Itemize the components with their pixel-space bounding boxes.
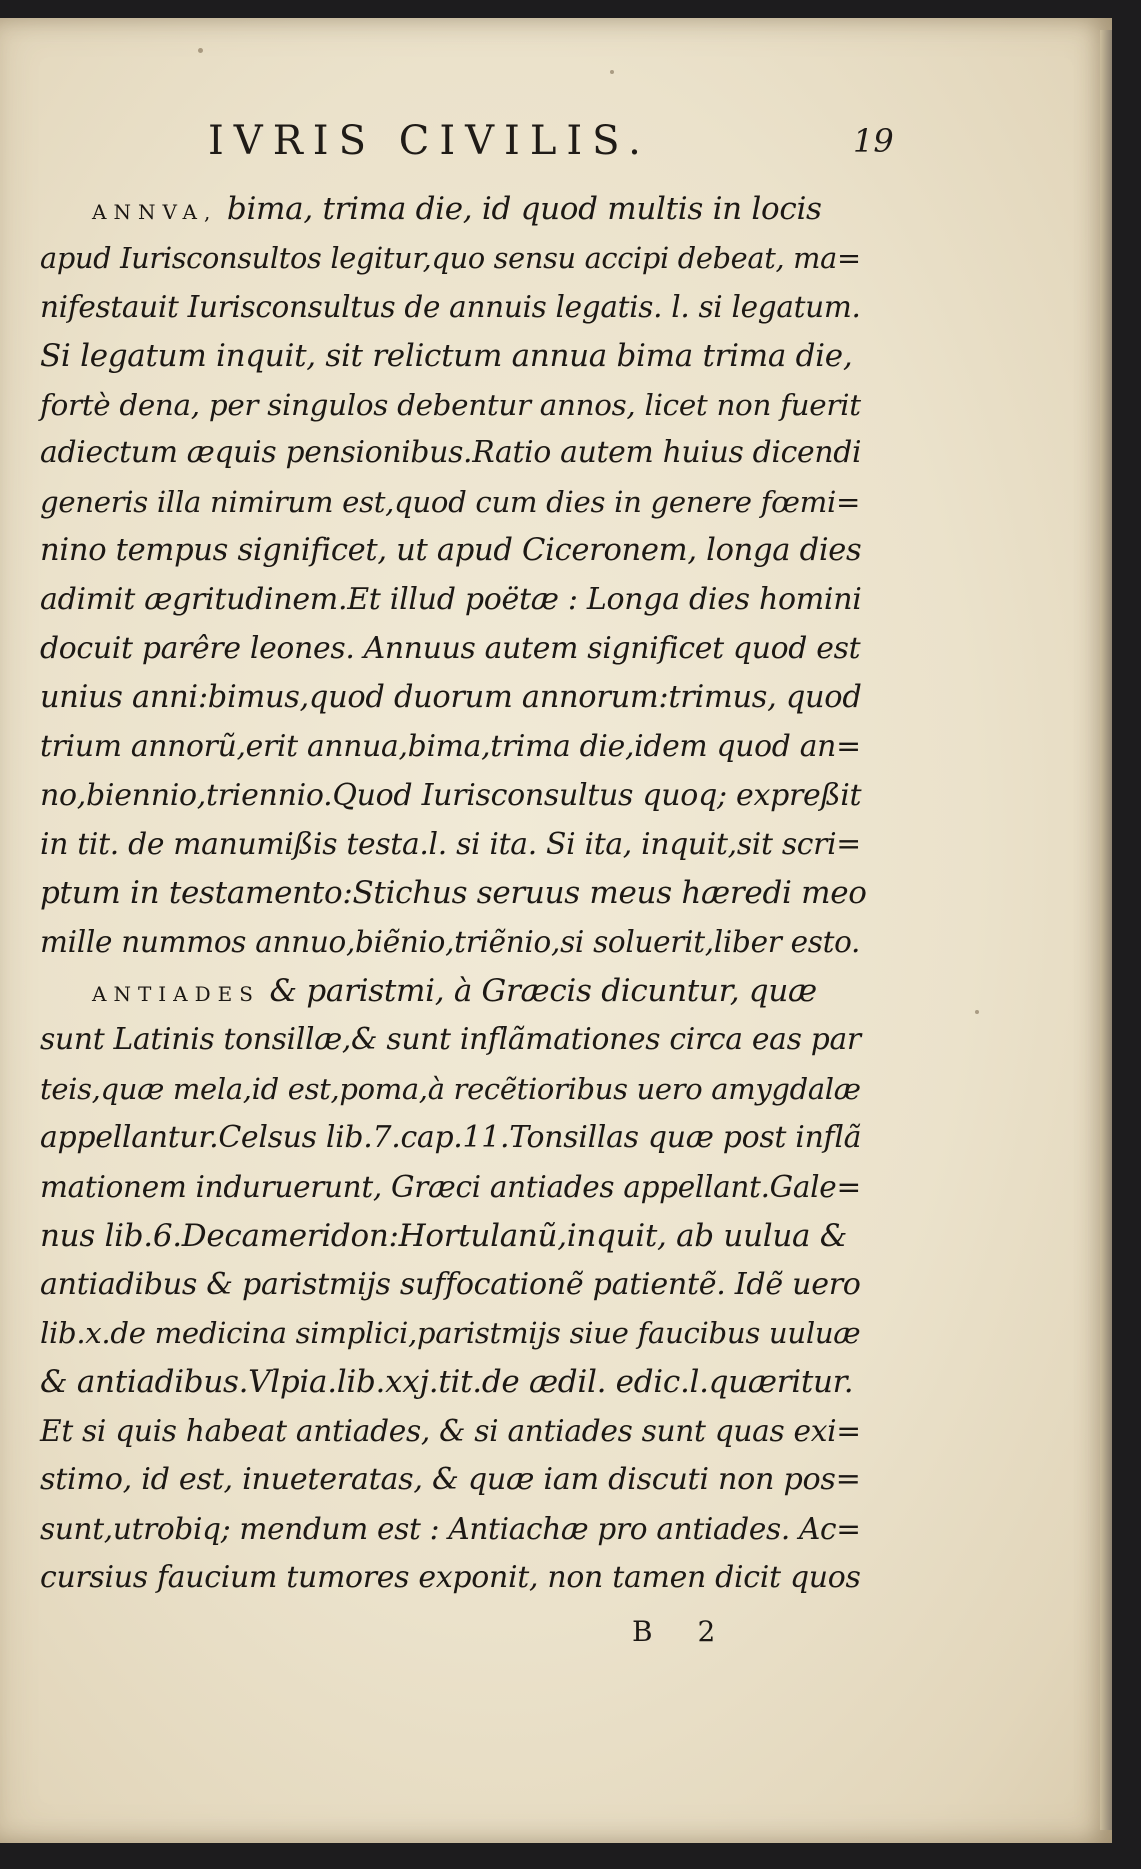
body-text (40, 185, 870, 1603)
text-line: apud Iurisconsultos legitur,quo sensu accipi debeat, ma= (40, 240, 861, 275)
text-line: sunt Latinis tonsillæ,& sunt inflãmationes circa eas par (40, 1022, 861, 1058)
text-line: mille nummos annuo,biẽnio,triẽnio,si soluerit,liber esto. (40, 925, 861, 960)
text-line: adiectum æquis pensionibus.Ratio autem huius dicendi (40, 435, 862, 471)
text-line: Si legatum inquit, sit relictum annua bima trima die, (40, 337, 853, 374)
text-line: nino tempus significet, ut apud Ciceronem, longa dies (40, 533, 862, 569)
text-line: generis illa nimirum est,quod cum dies in genere fœmi= (40, 485, 861, 520)
entry-heading: ANNVA, (92, 200, 218, 224)
paper-speck (198, 48, 203, 53)
text-line: Et si quis habeat antiades, & si antiades sunt quas exi= (40, 1414, 861, 1449)
paper-speck (610, 70, 614, 74)
text-line: & antiadibus.Vlpia.lib.xxj.tit.de ædil. edic.l.quæritur. (40, 1364, 854, 1401)
text-line: mationem induruerunt, Græci antiades appellant.Gale= (40, 1169, 861, 1204)
page-number: 19 (853, 122, 894, 160)
signature-mark: B 2 (632, 1615, 734, 1648)
text-line: teis,quæ mela,id est,poma,à recẽtioribus uero amygdalæ (40, 1072, 861, 1107)
text-line: stimo, id est, inueteratas, & quæ iam discuti non pos= (40, 1462, 861, 1498)
text-line: fortè dena, per singulos debentur annos, licet non fuerit (40, 387, 861, 422)
text-line: antiadibus & paristmijs suffocationẽ patientẽ. Idẽ uero (40, 1266, 861, 1302)
text-line: docuit parêre leones. Annuus autem significet quod est (40, 631, 861, 667)
text-line: nus lib.6.Decameridon:Hortulanũ,inquit, ab uulua & (40, 1217, 848, 1254)
text-line: no,biennio,triennio.Quod Iurisconsultus quoq; expreßit (40, 777, 862, 813)
text-line: sunt,utrobiq; mendum est : Antiachæ pro antiades. Ac= (40, 1512, 861, 1547)
text-line: adimit ægritudinem.Et illud poëtæ : Longa dies homini (40, 582, 862, 618)
text-line: nifestauit Iurisconsultus de annuis legatis. l. si legatum. (40, 289, 861, 324)
page-header (208, 118, 894, 168)
text-line: ANTIADES & paristmi, à Græcis dicuntur, quæ (92, 973, 817, 1010)
text-line: lib.x.de medicina simplici,paristmijs siue faucibus uuluæ (40, 1316, 861, 1351)
entry-heading: ANTIADES (92, 982, 260, 1007)
text-line: appellantur.Celsus lib.7.cap.11.Tonsillas quæ post inflã (40, 1119, 862, 1155)
text-line: ANNVA, bima, trima die, id quod multis in locis (92, 191, 822, 227)
running-title: IVRIS CIVILIS. (208, 118, 651, 164)
text-line: ptum in testamento:Stichus seruus meus hæredi meo (40, 875, 867, 912)
page-edge (1100, 30, 1112, 1830)
text-line: unius anni:bimus,quod duorum annorum:trimus, quod (40, 679, 862, 715)
text-line: cursius faucium tumores exponit, non tamen dicit quos (40, 1559, 861, 1595)
paper-speck (975, 1010, 979, 1014)
text-line: trium annorũ,erit annua,bima,trima die,idem quod an= (40, 728, 861, 764)
text-line: in tit. de manumißis testa.l. si ita. Si ita, inquit,sit scri= (40, 826, 861, 862)
